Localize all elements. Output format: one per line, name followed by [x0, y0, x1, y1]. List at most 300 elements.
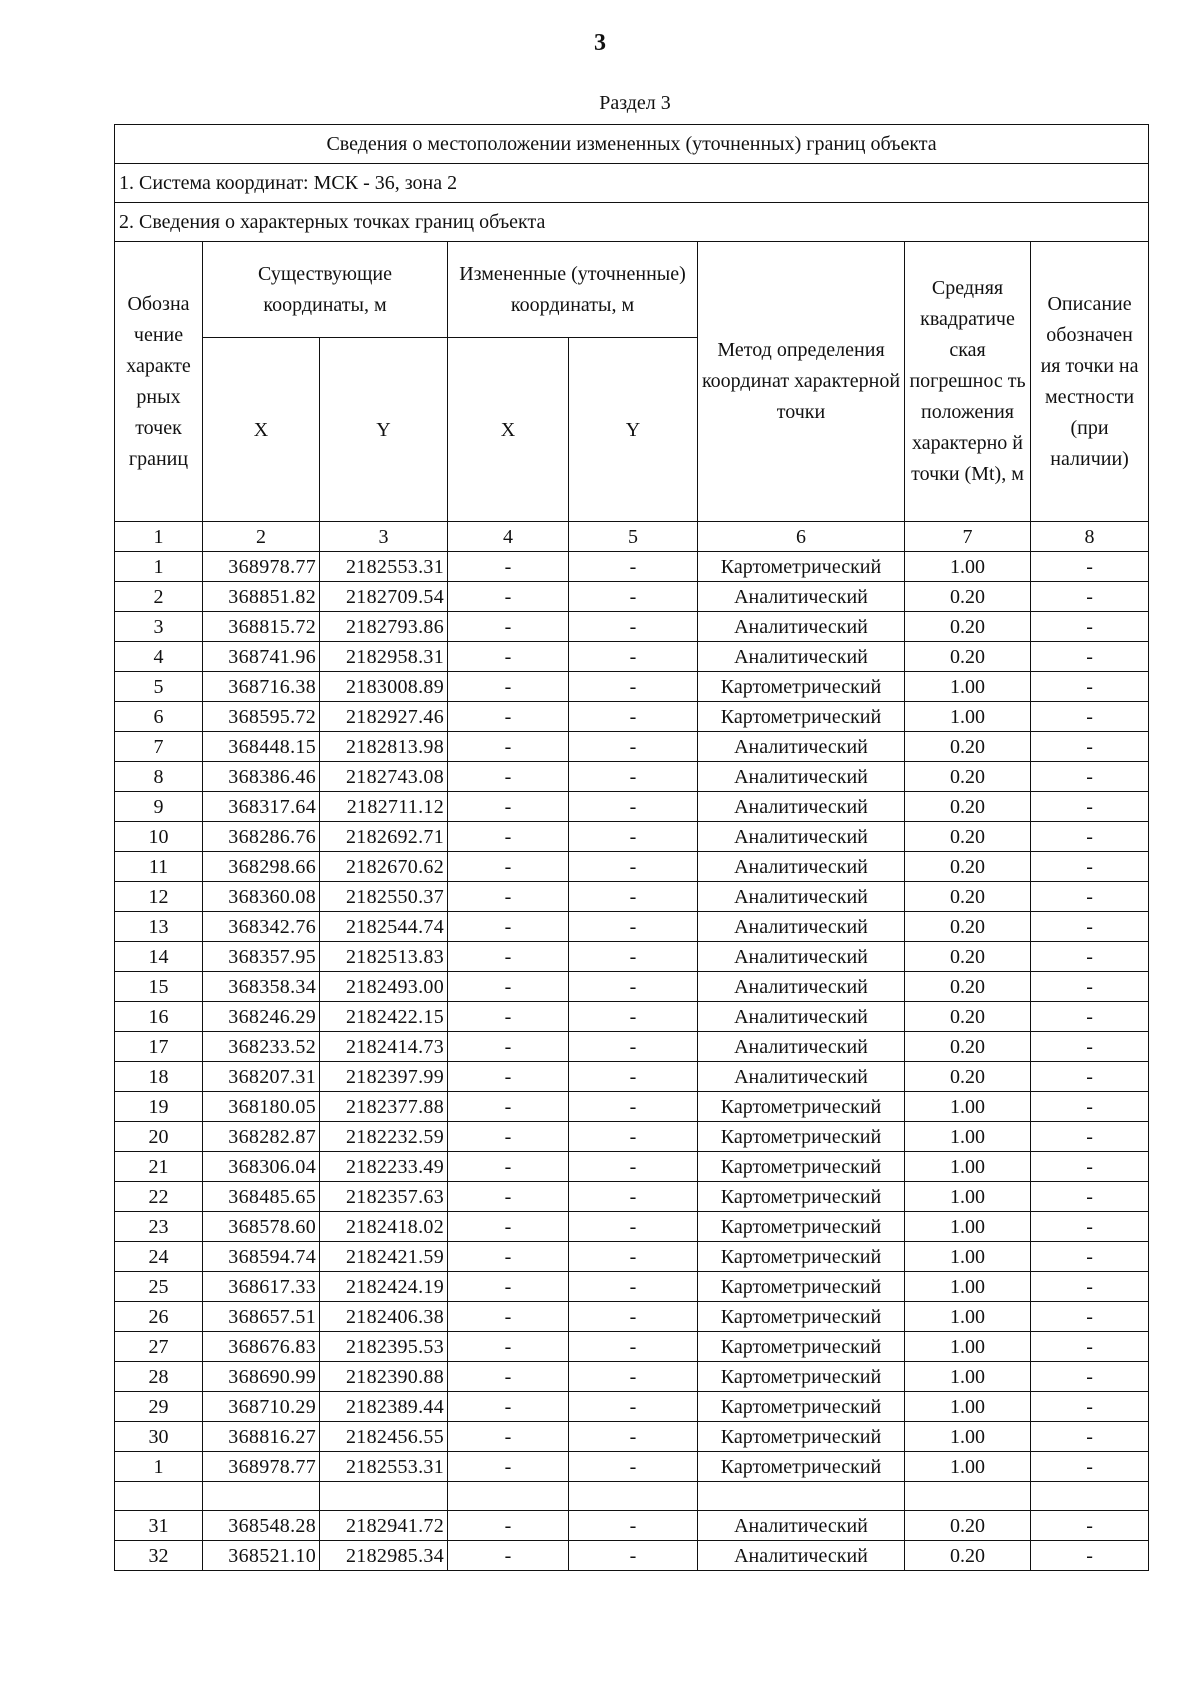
changed-x-cell: - — [448, 972, 569, 1002]
existing-y-cell: 2182424.19 — [320, 1272, 448, 1302]
point-number-cell: 26 — [115, 1302, 203, 1332]
changed-y-cell: - — [569, 1152, 698, 1182]
changed-y-cell: - — [569, 762, 698, 792]
table-row — [115, 672, 1149, 702]
column-number: 2 — [203, 522, 320, 552]
mean-square-error-cell: 1.00 — [905, 1272, 1031, 1302]
mean-square-error-cell: 1.00 — [905, 1332, 1031, 1362]
existing-x-cell: 368617.33 — [203, 1272, 320, 1302]
point-number-cell: 16 — [115, 1002, 203, 1032]
description-cell: - — [1031, 1032, 1149, 1062]
existing-x-cell: 368386.46 — [203, 762, 320, 792]
table-row — [115, 1362, 1149, 1392]
point-number-cell: 5 — [115, 672, 203, 702]
existing-y-cell: 2182927.46 — [320, 702, 448, 732]
method-cell: Аналитический — [698, 942, 905, 972]
changed-x-cell: - — [448, 1332, 569, 1362]
mean-square-error-cell: 0.20 — [905, 1032, 1031, 1062]
method-cell: Аналитический — [698, 852, 905, 882]
mean-square-error-cell: 0.20 — [905, 612, 1031, 642]
header-changed-x: X — [448, 338, 569, 522]
changed-x-cell: - — [448, 582, 569, 612]
existing-x-cell: 368317.64 — [203, 792, 320, 822]
table-row — [115, 732, 1149, 762]
changed-x-cell: - — [448, 1032, 569, 1062]
existing-y-cell: 2182233.49 — [320, 1152, 448, 1182]
point-number-cell: 11 — [115, 852, 203, 882]
existing-y-cell: 2182709.54 — [320, 582, 448, 612]
mean-square-error-cell: 0.20 — [905, 852, 1031, 882]
mean-square-error-cell: 0.20 — [905, 972, 1031, 1002]
table-row — [115, 762, 1149, 792]
description-cell: - — [1031, 1062, 1149, 1092]
table-row — [115, 612, 1149, 642]
method-cell: Картометрический — [698, 1242, 905, 1272]
mean-square-error-cell: 0.20 — [905, 942, 1031, 972]
changed-y-cell: - — [569, 1392, 698, 1422]
mean-square-error-cell: 0.20 — [905, 1002, 1031, 1032]
description-cell: - — [1031, 1152, 1149, 1182]
existing-y-cell: 2182544.74 — [320, 912, 448, 942]
changed-y-cell: - — [569, 672, 698, 702]
method-cell: Аналитический — [698, 582, 905, 612]
existing-x-cell: 368360.08 — [203, 882, 320, 912]
point-number-cell: 25 — [115, 1272, 203, 1302]
mean-square-error-cell: 1.00 — [905, 1182, 1031, 1212]
changed-x-cell: - — [448, 1182, 569, 1212]
mean-square-error-cell: 0.20 — [905, 1062, 1031, 1092]
existing-y-cell: 2182422.15 — [320, 1002, 448, 1032]
changed-x-cell: - — [448, 642, 569, 672]
existing-y-cell: 2182711.12 — [320, 792, 448, 822]
existing-x-cell: 368246.29 — [203, 1002, 320, 1032]
existing-x-cell: 368595.72 — [203, 702, 320, 732]
table-row — [115, 822, 1149, 852]
changed-y-cell: - — [569, 822, 698, 852]
table-row — [115, 1122, 1149, 1152]
column-number-row — [115, 522, 1149, 552]
point-number-cell: 29 — [115, 1392, 203, 1422]
existing-y-cell: 2182985.34 — [320, 1541, 448, 1571]
description-cell — [1031, 1482, 1149, 1511]
header-existing-x: X — [203, 338, 320, 522]
changed-y-cell: - — [569, 1002, 698, 1032]
changed-x-cell: - — [448, 612, 569, 642]
changed-y-cell: - — [569, 1422, 698, 1452]
table-row — [115, 1422, 1149, 1452]
method-cell: Картометрический — [698, 1272, 905, 1302]
table-row — [115, 642, 1149, 672]
existing-x-cell: 368676.83 — [203, 1332, 320, 1362]
mean-square-error-cell: 0.20 — [905, 822, 1031, 852]
method-cell: Аналитический — [698, 642, 905, 672]
method-cell: Аналитический — [698, 1032, 905, 1062]
description-cell: - — [1031, 882, 1149, 912]
existing-y-cell — [320, 1482, 448, 1511]
method-cell: Аналитический — [698, 1002, 905, 1032]
column-number: 4 — [448, 522, 569, 552]
changed-x-cell: - — [448, 1541, 569, 1571]
existing-x-cell — [203, 1482, 320, 1511]
description-cell: - — [1031, 1212, 1149, 1242]
changed-y-cell: - — [569, 882, 698, 912]
existing-y-cell: 2182357.63 — [320, 1182, 448, 1212]
changed-x-cell: - — [448, 942, 569, 972]
point-number-cell: 10 — [115, 822, 203, 852]
existing-x-cell: 368816.27 — [203, 1422, 320, 1452]
description-cell: - — [1031, 702, 1149, 732]
mean-square-error-cell: 0.20 — [905, 1541, 1031, 1571]
method-cell: Картометрический — [698, 1422, 905, 1452]
description-cell: - — [1031, 822, 1149, 852]
mean-square-error-cell: 0.20 — [905, 762, 1031, 792]
point-number-cell: 19 — [115, 1092, 203, 1122]
mean-square-error-cell — [905, 1482, 1031, 1511]
blank-row — [115, 1482, 1149, 1511]
point-number-cell: 1 — [115, 1452, 203, 1482]
description-cell: - — [1031, 1302, 1149, 1332]
description-cell: - — [1031, 1242, 1149, 1272]
existing-y-cell: 2182553.31 — [320, 552, 448, 582]
changed-y-cell — [569, 1482, 698, 1511]
changed-y-cell: - — [569, 1541, 698, 1571]
changed-x-cell: - — [448, 1002, 569, 1032]
existing-y-cell: 2182395.53 — [320, 1332, 448, 1362]
column-number: 3 — [320, 522, 448, 552]
description-cell: - — [1031, 612, 1149, 642]
description-cell: - — [1031, 762, 1149, 792]
method-cell: Картометрический — [698, 1392, 905, 1422]
changed-y-cell: - — [569, 1212, 698, 1242]
description-cell: - — [1031, 582, 1149, 612]
description-cell: - — [1031, 1092, 1149, 1122]
point-number-cell: 3 — [115, 612, 203, 642]
method-cell: Картометрический — [698, 1152, 905, 1182]
method-cell: Картометрический — [698, 1332, 905, 1362]
description-cell: - — [1031, 552, 1149, 582]
changed-y-cell: - — [569, 972, 698, 1002]
table-row — [115, 1062, 1149, 1092]
method-cell: Аналитический — [698, 1062, 905, 1092]
method-cell: Аналитический — [698, 612, 905, 642]
changed-y-cell: - — [569, 1092, 698, 1122]
changed-y-cell: - — [569, 1332, 698, 1362]
changed-y-cell: - — [569, 1452, 698, 1482]
description-cell: - — [1031, 1272, 1149, 1302]
existing-x-cell: 368342.76 — [203, 912, 320, 942]
section-label: Раздел 3 — [599, 92, 671, 114]
mean-square-error-cell: 1.00 — [905, 1422, 1031, 1452]
method-cell: Картометрический — [698, 1362, 905, 1392]
method-cell: Картометрический — [698, 1302, 905, 1332]
table-row — [115, 1332, 1149, 1362]
table-row — [115, 582, 1149, 612]
mean-square-error-cell: 0.20 — [905, 582, 1031, 612]
existing-y-cell: 2182414.73 — [320, 1032, 448, 1062]
table-row — [115, 1511, 1149, 1541]
point-number-cell: 21 — [115, 1152, 203, 1182]
changed-x-cell: - — [448, 1272, 569, 1302]
changed-y-cell: - — [569, 612, 698, 642]
existing-y-cell: 2182550.37 — [320, 882, 448, 912]
changed-x-cell: - — [448, 762, 569, 792]
description-cell: - — [1031, 972, 1149, 1002]
existing-y-cell: 2182232.59 — [320, 1122, 448, 1152]
existing-y-cell: 2182418.02 — [320, 1212, 448, 1242]
changed-x-cell: - — [448, 1212, 569, 1242]
mean-square-error-cell: 0.20 — [905, 1511, 1031, 1541]
description-cell: - — [1031, 792, 1149, 822]
existing-x-cell: 368978.77 — [203, 1452, 320, 1482]
table-row — [115, 1272, 1149, 1302]
changed-x-cell: - — [448, 1122, 569, 1152]
existing-y-cell: 2183008.89 — [320, 672, 448, 702]
changed-y-cell: - — [569, 1062, 698, 1092]
existing-x-cell: 368358.34 — [203, 972, 320, 1002]
existing-y-cell: 2182397.99 — [320, 1062, 448, 1092]
existing-x-cell: 368851.82 — [203, 582, 320, 612]
column-number: 5 — [569, 522, 698, 552]
existing-x-cell: 368485.65 — [203, 1182, 320, 1212]
description-cell: - — [1031, 1182, 1149, 1212]
description-cell: - — [1031, 1122, 1149, 1152]
header-changed-coordinates: Измененные (уточненные) координаты, м — [448, 242, 698, 338]
changed-y-cell: - — [569, 1122, 698, 1152]
mean-square-error-cell: 0.20 — [905, 912, 1031, 942]
table-row — [115, 1002, 1149, 1032]
mean-square-error-cell: 1.00 — [905, 1092, 1031, 1122]
changed-x-cell: - — [448, 822, 569, 852]
description-cell: - — [1031, 942, 1149, 972]
point-number-cell: 32 — [115, 1541, 203, 1571]
point-number-cell: 14 — [115, 942, 203, 972]
table-row — [115, 1032, 1149, 1062]
column-number: 1 — [115, 522, 203, 552]
mean-square-error-cell: 1.00 — [905, 1302, 1031, 1332]
changed-y-cell: - — [569, 732, 698, 762]
existing-x-cell: 368716.38 — [203, 672, 320, 702]
description-cell: - — [1031, 1541, 1149, 1571]
existing-y-cell: 2182421.59 — [320, 1242, 448, 1272]
point-number-cell: 18 — [115, 1062, 203, 1092]
method-cell: Аналитический — [698, 972, 905, 1002]
existing-y-cell: 2182692.71 — [320, 822, 448, 852]
changed-y-cell: - — [569, 1242, 698, 1272]
changed-y-cell: - — [569, 1272, 698, 1302]
mean-square-error-cell: 1.00 — [905, 1122, 1031, 1152]
point-number-cell: 30 — [115, 1422, 203, 1452]
changed-x-cell: - — [448, 732, 569, 762]
existing-y-cell: 2182743.08 — [320, 762, 448, 792]
existing-x-cell: 368521.10 — [203, 1541, 320, 1571]
changed-x-cell: - — [448, 792, 569, 822]
changed-y-cell: - — [569, 582, 698, 612]
mean-square-error-cell: 1.00 — [905, 1152, 1031, 1182]
method-cell: Картометрический — [698, 1182, 905, 1212]
existing-x-cell: 368207.31 — [203, 1062, 320, 1092]
changed-x-cell: - — [448, 1362, 569, 1392]
changed-x-cell: - — [448, 852, 569, 882]
existing-x-cell: 368978.77 — [203, 552, 320, 582]
mean-square-error-cell: 1.00 — [905, 1362, 1031, 1392]
mean-square-error-cell: 1.00 — [905, 1242, 1031, 1272]
column-number: 6 — [698, 522, 905, 552]
changed-y-cell: - — [569, 852, 698, 882]
changed-y-cell: - — [569, 552, 698, 582]
description-cell: - — [1031, 1362, 1149, 1392]
existing-x-cell: 368282.87 — [203, 1122, 320, 1152]
points-section-heading: 2. Сведения о характерных точках границ объекта — [115, 203, 1149, 242]
mean-square-error-cell: 1.00 — [905, 672, 1031, 702]
mean-square-error-cell: 1.00 — [905, 552, 1031, 582]
method-cell: Картометрический — [698, 552, 905, 582]
header-mean-square-error: Средняя квадратиче ская погрешнос ть положения характерно й точки (Mt), м — [905, 242, 1031, 522]
changed-x-cell: - — [448, 1092, 569, 1122]
mean-square-error-cell: 0.20 — [905, 732, 1031, 762]
existing-y-cell: 2182390.88 — [320, 1362, 448, 1392]
existing-x-cell: 368710.29 — [203, 1392, 320, 1422]
changed-x-cell: - — [448, 912, 569, 942]
table-row — [115, 972, 1149, 1002]
existing-x-cell: 368690.99 — [203, 1362, 320, 1392]
existing-y-cell: 2182813.98 — [320, 732, 448, 762]
existing-y-cell: 2182377.88 — [320, 1092, 448, 1122]
page-number: 3 — [594, 30, 606, 56]
header-existing-coordinates: Существующие координаты, м — [203, 242, 448, 338]
mean-square-error-cell: 0.20 — [905, 882, 1031, 912]
point-number-cell: 20 — [115, 1122, 203, 1152]
changed-x-cell: - — [448, 552, 569, 582]
description-cell: - — [1031, 1511, 1149, 1541]
existing-y-cell: 2182406.38 — [320, 1302, 448, 1332]
point-number-cell — [115, 1482, 203, 1511]
table-row — [115, 1092, 1149, 1122]
changed-y-cell: - — [569, 792, 698, 822]
method-cell: Аналитический — [698, 1511, 905, 1541]
method-cell: Картометрический — [698, 1092, 905, 1122]
existing-y-cell: 2182493.00 — [320, 972, 448, 1002]
existing-x-cell: 368180.05 — [203, 1092, 320, 1122]
table-row — [115, 1212, 1149, 1242]
changed-x-cell: - — [448, 702, 569, 732]
method-cell: Аналитический — [698, 732, 905, 762]
changed-y-cell: - — [569, 642, 698, 672]
point-number-cell: 2 — [115, 582, 203, 612]
changed-x-cell: - — [448, 1152, 569, 1182]
point-number-cell: 8 — [115, 762, 203, 792]
table-row — [115, 1302, 1149, 1332]
method-cell: Картометрический — [698, 672, 905, 702]
method-cell: Аналитический — [698, 1541, 905, 1571]
mean-square-error-cell: 1.00 — [905, 1212, 1031, 1242]
table-row — [115, 702, 1149, 732]
method-cell: Аналитический — [698, 912, 905, 942]
changed-x-cell: - — [448, 1242, 569, 1272]
point-number-cell: 7 — [115, 732, 203, 762]
point-number-cell: 22 — [115, 1182, 203, 1212]
header-method: Метод определения координат характерной точки — [698, 242, 905, 522]
table-row — [115, 1392, 1149, 1422]
existing-x-cell: 368657.51 — [203, 1302, 320, 1332]
existing-y-cell: 2182958.31 — [320, 642, 448, 672]
changed-x-cell: - — [448, 1422, 569, 1452]
method-cell: Картометрический — [698, 1212, 905, 1242]
column-number: 8 — [1031, 522, 1149, 552]
point-number-cell: 9 — [115, 792, 203, 822]
point-number-cell: 4 — [115, 642, 203, 672]
column-number: 7 — [905, 522, 1031, 552]
existing-x-cell: 368594.74 — [203, 1242, 320, 1272]
table-title: Сведения о местоположении измененных (уточненных) границ объекта — [115, 125, 1149, 164]
point-number-cell: 6 — [115, 702, 203, 732]
changed-x-cell: - — [448, 1062, 569, 1092]
existing-y-cell: 2182553.31 — [320, 1452, 448, 1482]
point-number-cell: 15 — [115, 972, 203, 1002]
point-number-cell: 23 — [115, 1212, 203, 1242]
changed-y-cell: - — [569, 1511, 698, 1541]
changed-x-cell: - — [448, 1302, 569, 1332]
table-row — [115, 1541, 1149, 1571]
coordinate-system: 1. Система координат: МСК - 36, зона 2 — [115, 164, 1149, 203]
method-cell: Картометрический — [698, 1452, 905, 1482]
description-cell: - — [1031, 1452, 1149, 1482]
description-cell: - — [1031, 1002, 1149, 1032]
table-row — [115, 942, 1149, 972]
changed-x-cell: - — [448, 882, 569, 912]
changed-y-cell: - — [569, 1032, 698, 1062]
table-row — [115, 912, 1149, 942]
changed-y-cell: - — [569, 912, 698, 942]
mean-square-error-cell: 1.00 — [905, 1452, 1031, 1482]
existing-x-cell: 368286.76 — [203, 822, 320, 852]
description-cell: - — [1031, 852, 1149, 882]
table-row — [115, 1242, 1149, 1272]
changed-y-cell: - — [569, 1182, 698, 1212]
mean-square-error-cell: 1.00 — [905, 702, 1031, 732]
existing-x-cell: 368233.52 — [203, 1032, 320, 1062]
table-row — [115, 1182, 1149, 1212]
changed-y-cell: - — [569, 1362, 698, 1392]
changed-x-cell: - — [448, 672, 569, 702]
mean-square-error-cell: 0.20 — [905, 642, 1031, 672]
method-cell: Картометрический — [698, 702, 905, 732]
point-number-cell: 1 — [115, 552, 203, 582]
changed-y-cell: - — [569, 942, 698, 972]
existing-x-cell: 368578.60 — [203, 1212, 320, 1242]
table-row — [115, 1152, 1149, 1182]
existing-y-cell: 2182389.44 — [320, 1392, 448, 1422]
changed-x-cell: - — [448, 1511, 569, 1541]
existing-x-cell: 368448.15 — [203, 732, 320, 762]
existing-x-cell: 368815.72 — [203, 612, 320, 642]
existing-y-cell: 2182793.86 — [320, 612, 448, 642]
point-number-cell: 12 — [115, 882, 203, 912]
table-row — [115, 792, 1149, 822]
table-row — [115, 852, 1149, 882]
point-number-cell: 28 — [115, 1362, 203, 1392]
description-cell: - — [1031, 1392, 1149, 1422]
existing-y-cell: 2182670.62 — [320, 852, 448, 882]
mean-square-error-cell: 0.20 — [905, 792, 1031, 822]
table-row — [115, 1452, 1149, 1482]
method-cell: Аналитический — [698, 882, 905, 912]
point-number-cell: 24 — [115, 1242, 203, 1272]
description-cell: - — [1031, 1332, 1149, 1362]
boundary-points-table — [114, 124, 1149, 1571]
description-cell: - — [1031, 642, 1149, 672]
existing-y-cell: 2182456.55 — [320, 1422, 448, 1452]
method-cell: Аналитический — [698, 792, 905, 822]
